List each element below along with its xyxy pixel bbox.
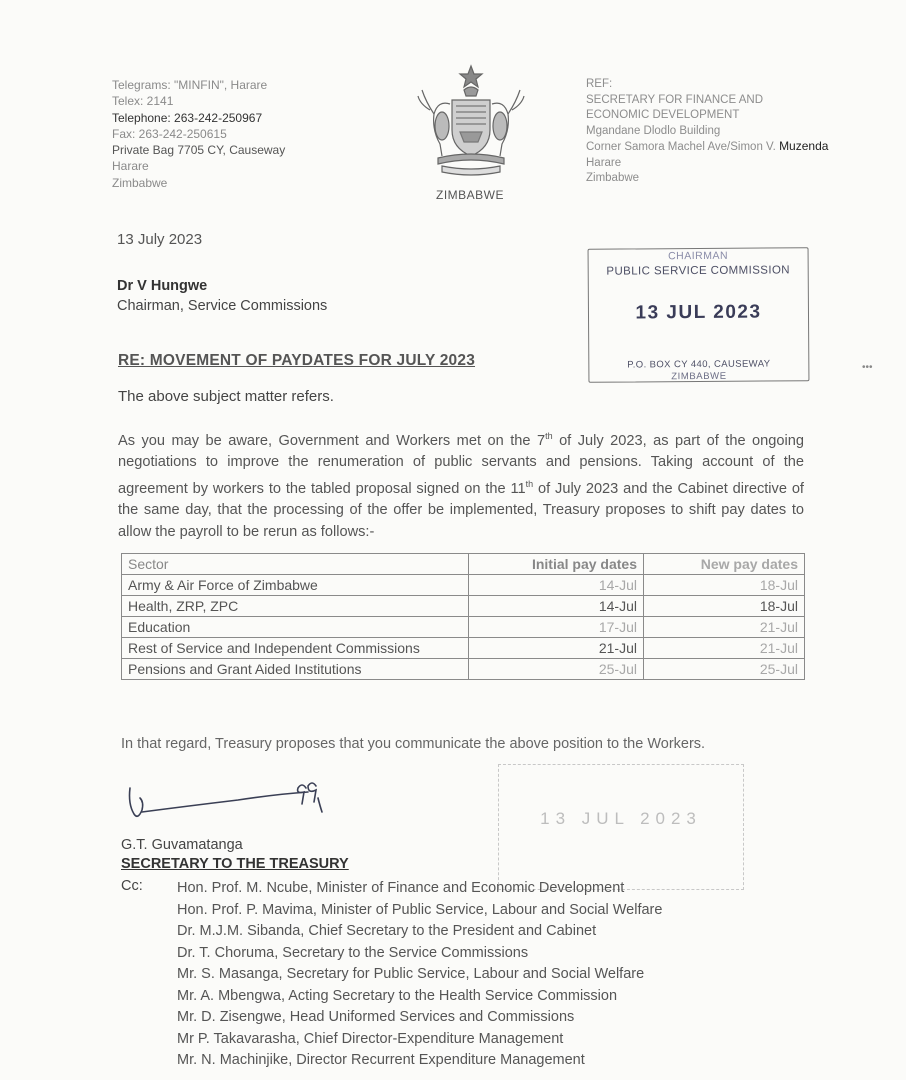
cc-recipient: Mr. N. Machinjike, Director Recurrent Expenditure Management (177, 1052, 585, 1068)
letter-date: 13 July 2023 (117, 231, 203, 248)
body-paragraph (118, 426, 804, 543)
paragraph-part-3: of July 2023 and the Cabinet directive of the same day, that the processing of the offer be implemented, Treasury proposes to shift pay dates to allow the payroll to be rerun as follows:- (118, 480, 804, 540)
new-date-cell: 18-Jul (644, 575, 805, 596)
table-row (122, 575, 805, 596)
initial-date-cell: 25-Jul (469, 659, 644, 680)
paydates-table (121, 553, 805, 680)
signer-title: SECRETARY TO THE TREASURY (121, 856, 349, 872)
opening-line: The above subject matter refers. (118, 388, 334, 405)
sender-city: Harare (112, 159, 149, 174)
received-stamp (588, 247, 810, 383)
initial-date-cell: 17-Jul (469, 617, 644, 638)
reference-line-6: Zimbabwe (586, 172, 640, 184)
reference-street-end: Muzenda (779, 139, 829, 153)
new-date-cell: 21-Jul (644, 638, 805, 659)
superscript-1: th (545, 431, 553, 441)
stamp-line-2: PUBLIC SERVICE COMMISSION (606, 264, 791, 278)
new-date-cell: 18-Jul (644, 596, 805, 617)
cc-list (177, 878, 662, 1072)
faded-stamp (498, 764, 744, 890)
reference-street: Corner Samora Machel Ave/Simon V. (586, 141, 776, 153)
table-row (122, 638, 805, 659)
new-date-cell: 21-Jul (644, 617, 805, 638)
new-date-cell: 25-Jul (644, 659, 805, 680)
sender-telegrams: Telegrams: "MINFIN", Harare (112, 78, 268, 92)
sector-cell: Army & Air Force of Zimbabwe (122, 575, 469, 596)
reference-label: REF: (586, 78, 613, 90)
addressee-block (117, 276, 327, 316)
superscript-2: th (525, 478, 534, 489)
reference-block (586, 77, 828, 187)
cc-recipient: Hon. Prof. M. Ncube, Minister of Finance and Economic Development (177, 880, 625, 896)
reference-line-2: ECONOMIC DEVELOPMENT (586, 109, 740, 121)
sector-cell: Pensions and Grant Aided Institutions (122, 659, 469, 680)
reference-line-4 (586, 139, 828, 156)
table-row (122, 617, 805, 638)
sender-private-bag: Private Bag 7705 CY, Causeway (112, 143, 286, 158)
cc-recipient: Mr. D. Zisengwe, Head Uniformed Services and Commissions (177, 1009, 575, 1025)
signer-block (121, 836, 349, 874)
reference-line-5: Harare (586, 156, 622, 169)
cc-recipient: Dr. M.J.M. Sibanda, Chief Secretary to the President and Cabinet (177, 923, 597, 939)
signature-icon (118, 770, 348, 840)
table-row (122, 659, 805, 680)
header-new-pay-dates: New pay dates (644, 554, 805, 575)
sector-cell: Health, ZRP, ZPC (122, 596, 469, 617)
stamp-address: P.O. BOX CY 440, CAUSEWAY (627, 358, 771, 371)
table-row (122, 596, 805, 617)
sector-cell: Education (122, 617, 469, 638)
subject-line: RE: MOVEMENT OF PAYDATES FOR JULY 2023 (118, 352, 476, 369)
stamp-country: ZIMBABWE (671, 370, 727, 383)
sender-country: Zimbabwe (112, 175, 168, 190)
coat-of-arms-icon (412, 60, 530, 180)
reference-line-1: SECRETARY FOR FINANCE AND (586, 93, 764, 106)
addressee-name: Dr V Hungwe (117, 278, 208, 294)
signer-name: G.T. Guvamatanga (121, 837, 243, 853)
closing-paragraph: In that regard, Treasury proposes that you communicate the above position to the Workers. (121, 736, 706, 752)
addressee-title: Chairman, Service Commissions (117, 298, 328, 314)
stamp-line-1: CHAIRMAN (668, 249, 729, 263)
initial-date-cell: 21-Jul (469, 638, 644, 659)
emblem-caption: ZIMBABWE (435, 188, 504, 202)
cc-recipient: Dr. T. Choruma, Secretary to the Service Commissions (177, 944, 529, 961)
stamp-date: 13 JUL 2023 (635, 301, 762, 324)
cc-recipient: Hon. Prof. P. Mavima, Minister of Public Service, Labour and Social Welfare (177, 901, 663, 918)
cc-recipient: Mr. S. Masanga, Secretary for Public Service, Labour and Social Welfare (177, 966, 645, 982)
initial-date-cell: 14-Jul (469, 575, 644, 596)
sender-fax: Fax: 263-242-250615 (112, 126, 227, 141)
initial-date-cell: 14-Jul (469, 596, 644, 617)
cc-label: Cc: (121, 878, 143, 894)
reference-line-3: Mgandane Dlodlo Building (586, 124, 721, 137)
paragraph-part-2: of July 2023, as part of the ongoing negotiations to improve the renumeration of public servants and pensions. Taking account of the agreement by workers to the tabled proposal signed on the 11 (118, 432, 805, 497)
header-initial-pay-dates: Initial pay dates (469, 554, 644, 575)
sector-cell: Rest of Service and Independent Commissions (122, 638, 469, 659)
header-sector: Sector (122, 554, 469, 575)
sender-telex: Telex: 2141 (112, 94, 174, 109)
sender-telephone: Telephone: 263-242-250967 (112, 110, 263, 125)
cc-recipient: Mr P. Takavarasha, Chief Director-Expenditure Management (177, 1030, 564, 1047)
paragraph-part-1: As you may be aware, Government and Workers met on the 7 (118, 432, 546, 449)
margin-mark: ••• (862, 362, 873, 373)
cc-recipient: Mr. A. Mbengwa, Acting Secretary to the Health Service Commission (177, 987, 618, 1004)
sender-contact-block (112, 77, 285, 191)
table-header-row (122, 554, 805, 575)
faded-stamp-date: 13 JUL 2023 (540, 809, 702, 828)
